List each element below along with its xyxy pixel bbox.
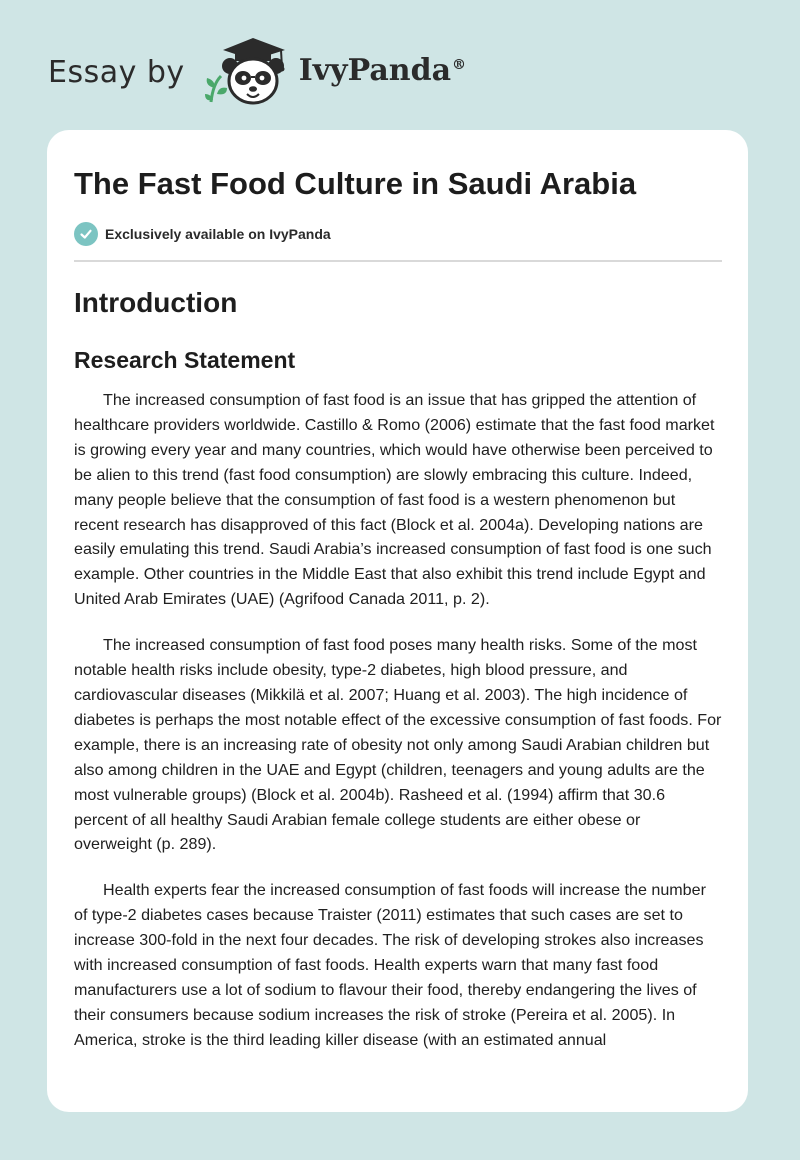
divider xyxy=(74,260,722,262)
exclusive-badge xyxy=(74,222,722,246)
registered-mark: ® xyxy=(452,56,467,73)
exclusive-label: Exclusively available on IvyPanda xyxy=(105,226,331,242)
essay-card xyxy=(47,130,748,1112)
paragraph: The increased consumption of fast food poses many health risks. Some of the most notable health risks include obesity, type-2 diabetes, high blood pressure, and cardiovascular diseases (Mikkilä et al. 2007; Huang et al. 2003). The high incidence of diabetes is perhaps the most notable effect of the excessive consumption of fast foods. For example, there is an increasing rate of obesity not only among Saudi Arabian children but also among children in the UAE and Egypt (children, teenagers and young adults are the most vulnerable groups) (Block et al. 2004b). Rasheed et al. (1994) affirm that 30.6 percent of all healthy Saudi Arabian female college students are either obese or overweight (p. 289). xyxy=(74,636,722,854)
paragraph: The increased consumption of fast food is an issue that has gripped the attention of healthcare providers worldwide. Castillo & Romo (2006) estimate that the fast food market is growing every year and many countries, which would have otherwise been perceived to be alien to this trend (fast food consumption) are slowly embracing this culture. Indeed, many people believe that the consumption of fast food is a western phenomenon but recent research has disapproved of this fact (Block et al. 2004a). Developing nations are easily emulating this trend. Saudi Arabia’s increased consumption of fast food is one such example. Other countries in the Middle East that also exhibit this trend include Egypt and United Arab Emirates (UAE) (Agrifood Canada 2011, p. 2). xyxy=(74,391,715,609)
section-heading: Introduction xyxy=(74,287,238,318)
essay-body xyxy=(74,388,722,1053)
panda-logo-icon[interactable] xyxy=(203,36,295,108)
page-title: The Fast Food Culture in Saudi Arabia xyxy=(74,166,637,201)
paragraph: Health experts fear the increased consumption of fast foods will increase the number of type-2 diabetes cases because Traister (2011) estimates that such cases are set to increase 300-fold in the next four decades. The risk of developing strokes also increases with increased consumption of fast foods. Health experts warn that many fast food manufacturers use a lot of sodium to flavour their food, thereby endangering the lives of their consumers because sodium increases the risk of stroke (Pereira et al. 2005). In America, stroke is the third leading killer disease (with an estimated annual xyxy=(74,881,706,1049)
site-header xyxy=(48,36,466,108)
subsection-heading: Research Statement xyxy=(74,347,296,373)
brand-name[interactable] xyxy=(299,53,466,88)
check-icon xyxy=(74,222,98,246)
essay-by-label: Essay by xyxy=(48,54,185,90)
brand-name-text: IvyPanda xyxy=(298,52,452,88)
